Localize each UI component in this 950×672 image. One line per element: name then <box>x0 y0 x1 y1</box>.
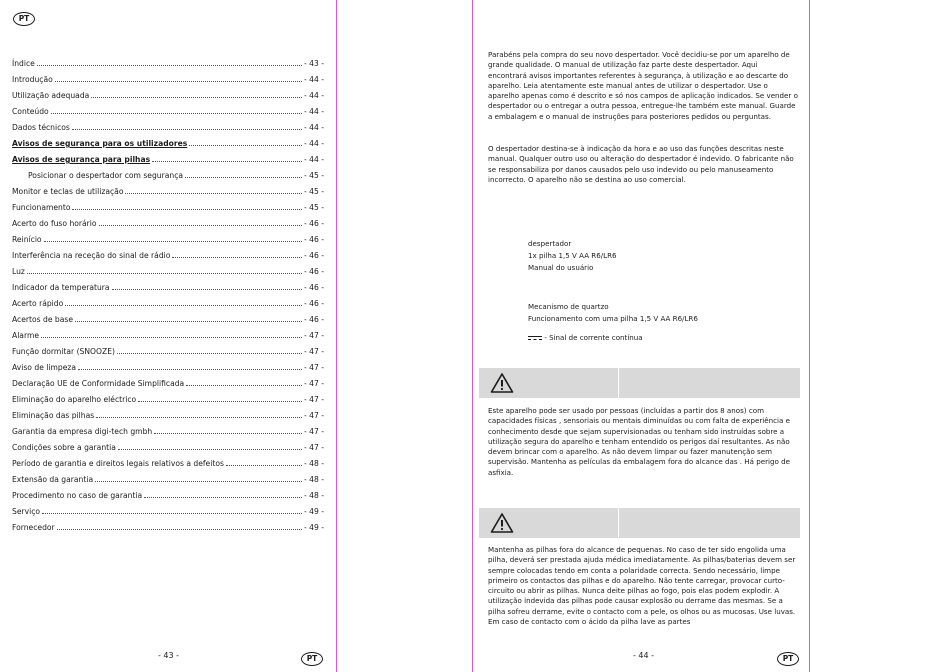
toc-dot-leader <box>65 305 302 306</box>
toc-entry-title: Luz <box>12 267 25 276</box>
toc-entry[interactable] <box>12 299 324 315</box>
language-badge: PT <box>777 652 799 666</box>
toc-dot-leader <box>189 145 302 146</box>
toc-entry[interactable] <box>12 187 324 203</box>
toc-dot-leader <box>55 81 302 82</box>
toc-entry[interactable] <box>12 507 324 523</box>
toc-entry-title: Dados técnicos <box>12 123 70 132</box>
toc-entry-page: - 47 - <box>304 411 324 420</box>
toc-entry[interactable] <box>12 123 324 139</box>
toc-dot-leader <box>112 289 302 290</box>
toc-entry[interactable] <box>12 331 324 347</box>
toc-entry-page: - 46 - <box>304 251 324 260</box>
toc-entry-page: - 46 - <box>304 267 324 276</box>
toc-entry-page: - 46 - <box>304 219 324 228</box>
toc-entry-title: Extensão da garantia <box>12 475 94 484</box>
toc-entry-page: - 48 - <box>304 475 324 484</box>
list-item: Funcionamento com uma pilha 1,5 V AA R6/LR6 <box>528 314 698 323</box>
toc-entry-page: - 44 - <box>304 91 324 100</box>
toc-entry-page: - 47 - <box>304 331 324 340</box>
toc-dot-leader <box>125 193 302 194</box>
toc-entry-page: - 47 - <box>304 443 324 452</box>
toc-dot-leader <box>78 369 302 370</box>
toc-entry-title: Introdução <box>12 75 53 84</box>
user-safety-warning-bar <box>479 368 800 398</box>
toc-entry[interactable] <box>12 75 324 91</box>
toc-entry-page: - 49 - <box>304 523 324 532</box>
toc-entry-title: Fornecedor <box>12 523 55 532</box>
toc-entry[interactable] <box>12 283 324 299</box>
toc-entry-page: - 46 - <box>304 235 324 244</box>
toc-entry-page: - 47 - <box>304 347 324 356</box>
toc-dot-leader <box>91 97 302 98</box>
toc-dot-leader <box>51 113 302 114</box>
toc-dot-leader <box>75 321 302 322</box>
toc-entry-title: Serviço <box>12 507 41 516</box>
language-badge: PT <box>13 12 35 26</box>
toc-entry[interactable] <box>12 395 324 411</box>
toc-entry-page: - 43 - <box>304 59 324 68</box>
toc-entry[interactable] <box>12 347 324 363</box>
toc-entry[interactable] <box>12 379 324 395</box>
toc-entry[interactable] <box>12 219 324 235</box>
page-number: - 44 - <box>633 651 655 660</box>
toc-entry[interactable] <box>12 363 324 379</box>
toc-dot-leader <box>172 257 302 258</box>
toc-dot-leader <box>37 65 302 66</box>
toc-entry-title: Monitor e teclas de utilização <box>12 187 124 196</box>
toc-entry-page: - 48 - <box>304 491 324 500</box>
toc-entry-title: Eliminação das pilhas <box>12 411 95 420</box>
toc-entry-title: Utilização adequada <box>12 91 90 100</box>
toc-entry-title: Condições sobre a garantia <box>12 443 116 452</box>
toc-entry-title: Acerto do fuso horário <box>12 219 97 228</box>
toc-entry-page: - 45 - <box>304 203 324 212</box>
divider <box>618 508 619 538</box>
toc-dot-leader <box>152 161 302 162</box>
toc-entry-title: Declaração UE de Conformidade Simplificada <box>12 379 185 388</box>
toc-entry-page: - 45 - <box>304 187 324 196</box>
table-of-contents <box>12 59 324 539</box>
warning-triangle-icon <box>490 512 514 534</box>
toc-entry-title: Alarme <box>12 331 40 340</box>
toc-entry[interactable] <box>12 155 324 171</box>
warning-triangle-icon <box>490 372 514 394</box>
toc-dot-leader <box>118 449 302 450</box>
toc-entry[interactable] <box>12 491 324 507</box>
list-item: despertador <box>528 239 572 248</box>
toc-entry-page: - 47 - <box>304 363 324 372</box>
toc-entry-page: - 47 - <box>304 427 324 436</box>
toc-entry-title: Eliminação do aparelho eléctrico <box>12 395 137 404</box>
contents-list <box>528 238 617 274</box>
toc-entry-title: Índice <box>12 59 35 68</box>
toc-entry-page: - 44 - <box>304 123 324 132</box>
technical-data-list <box>528 301 698 325</box>
toc-entry[interactable] <box>12 411 324 427</box>
list-item: Mecanismo de quartzo <box>528 302 609 311</box>
toc-entry-page: - 44 - <box>304 139 324 148</box>
toc-entry[interactable] <box>12 91 324 107</box>
battery-safety-text: Mantenha as pilhas fora do alcance de pequenas. No caso de ter sido engolida uma pilha, deverá ser prestada ajuda médica imediatamente. As pilhas/baterias devem ser sempre colocadas tendo em conta a polaridade correcta. Sendo necessário, limpe primeiro os contactos das pilhas e do aparelho. Não tente carregar, provocar curto-circuito ou abrir as pilhas. Nunca deite pilhas ao fogo, pois elas podem explodir. A utilização indevida das pilhas pode causar explosão ou derrame das mesmas. Se a pilha sofreu derrame, evite o contacto com a pele, os olhos ou as mucosas. Use luvas. Em caso de contacto com o ácido da pilha lave as partes <box>488 545 796 627</box>
list-item: Manual do usuário <box>528 263 594 272</box>
toc-dot-leader <box>154 433 302 434</box>
toc-dot-leader <box>72 129 302 130</box>
toc-dot-leader <box>57 529 302 530</box>
toc-entry[interactable] <box>12 475 324 491</box>
toc-entry[interactable] <box>12 443 324 459</box>
intended-use-text: O despertador destina-se à indicação da hora e ao uso das funções descritas neste manual. Qualquer outro uso ou alteração do despertador é indevido. O fabricante não se responsabiliza por danos causados pelo uso indevido ou pelo manuseamento incorrecto. O aparelho não se destina ao uso comercial. <box>488 144 794 184</box>
toc-entry-title: Indicador da temperatura <box>12 283 110 292</box>
toc-entry[interactable] <box>12 251 324 267</box>
introduction-text: Parabéns pela compra do seu novo despertador. Você decidiu-se por um aparelho de grande qualidade. O manual de utilização faz parte deste despertador. Aqui encontrará avisos importantes referentes à segurança, à utilização e ao descarte do aparelho. Leia atentamente este manual antes de utilizar o despertador. Use o aparelho apenas como é descrito e só nos campos de aplicação indicados. Se vender o despertador ou o entregar a outra pessoa, entregue-lhe também este manual. Guarde a embalagem e o manual de instruções para posteriores pedidos ou perguntas. <box>488 50 798 121</box>
toc-entry[interactable] <box>12 235 324 251</box>
toc-entry-page: - 44 - <box>304 155 324 164</box>
toc-entry[interactable] <box>12 203 324 219</box>
toc-entry-page: - 44 - <box>304 75 324 84</box>
language-badge: PT <box>301 652 323 666</box>
toc-dot-leader <box>95 481 302 482</box>
battery-safety-warning-bar <box>479 508 800 538</box>
toc-dot-leader <box>72 209 302 210</box>
toc-entry[interactable] <box>12 427 324 443</box>
toc-dot-leader <box>99 225 302 226</box>
toc-entry-page: - 46 - <box>304 315 324 324</box>
direct-current-symbol-icon <box>528 335 542 341</box>
toc-entry[interactable] <box>12 267 324 283</box>
toc-entry-title: Período de garantia e direitos legais relativos a defeitos <box>12 459 224 468</box>
toc-dot-leader <box>27 273 302 274</box>
toc-entry-page: - 45 - <box>304 171 324 180</box>
toc-entry-title: Interferência na receção do sinal de rádio <box>12 251 171 260</box>
list-item: 1x pilha 1,5 V AA R6/LR6 <box>528 251 617 260</box>
toc-entry-title: Conteúdo <box>12 107 49 116</box>
toc-entry-title: Avisos de segurança para pilhas <box>12 155 151 164</box>
toc-entry[interactable] <box>12 139 324 155</box>
toc-entry-page: - 44 - <box>304 107 324 116</box>
page-number: - 43 - <box>158 651 180 660</box>
toc-entry-page: - 46 - <box>304 283 324 292</box>
toc-dot-leader <box>96 417 302 418</box>
left-page <box>0 0 337 672</box>
toc-dot-leader <box>138 401 302 402</box>
toc-entry-title: Avisos de segurança para os utilizadores <box>12 139 188 148</box>
toc-entry-title: Garantia da empresa digi-tech gmbh <box>12 427 153 436</box>
toc-entry-title: Função dormitar (SNOOZE) <box>12 347 115 356</box>
right-page <box>472 0 810 672</box>
toc-dot-leader <box>226 465 302 466</box>
toc-entry-title: Posicionar o despertador com segurança <box>28 171 184 180</box>
dc-signal-note: - Sinal de corrente contínua <box>528 332 643 344</box>
toc-entry-title: Procedimento no caso de garantia <box>12 491 143 500</box>
toc-dot-leader <box>42 513 302 514</box>
toc-entry-page: - 47 - <box>304 379 324 388</box>
divider <box>618 368 619 398</box>
toc-dot-leader <box>144 497 302 498</box>
toc-entry[interactable] <box>12 171 324 187</box>
toc-entry-title: Acertos de base <box>12 315 74 324</box>
toc-dot-leader <box>117 353 302 354</box>
toc-entry-page: - 46 - <box>304 299 324 308</box>
toc-entry-page: - 47 - <box>304 395 324 404</box>
toc-entry[interactable] <box>12 315 324 331</box>
toc-entry-page: - 48 - <box>304 459 324 468</box>
toc-entry-title: Acerto rápido <box>12 299 64 308</box>
toc-entry[interactable] <box>12 523 324 539</box>
toc-entry[interactable] <box>12 107 324 123</box>
user-safety-text: Este aparelho pode ser usado por pessoas (incluídas a partir dos 8 anos) com capacidades físicas , sensoriais ou mentais diminuídas ou com falta de experiência e conhecimento desde que sejam supervisionadas ou tenham sido instruídas sobre a utilização segura do aparelho e tenham entendido os perigos daí resultantes. As não devem brincar com o aparelho. As não devem limpar ou fazer manutenção sem supervisão. Mantenha as películas da embalagem fora do alcance das . Há perigo de asfixia. <box>488 406 790 477</box>
toc-entry-title: Aviso de limpeza <box>12 363 77 372</box>
toc-dot-leader <box>186 385 302 386</box>
toc-dot-leader <box>41 337 302 338</box>
toc-dot-leader <box>185 177 302 178</box>
toc-entry[interactable] <box>12 459 324 475</box>
toc-dot-leader <box>44 241 302 242</box>
toc-entry-page: - 49 - <box>304 507 324 516</box>
toc-entry-title: Reinício <box>12 235 42 244</box>
toc-entry-title: Funcionamento <box>12 203 71 212</box>
toc-entry[interactable] <box>12 59 324 75</box>
